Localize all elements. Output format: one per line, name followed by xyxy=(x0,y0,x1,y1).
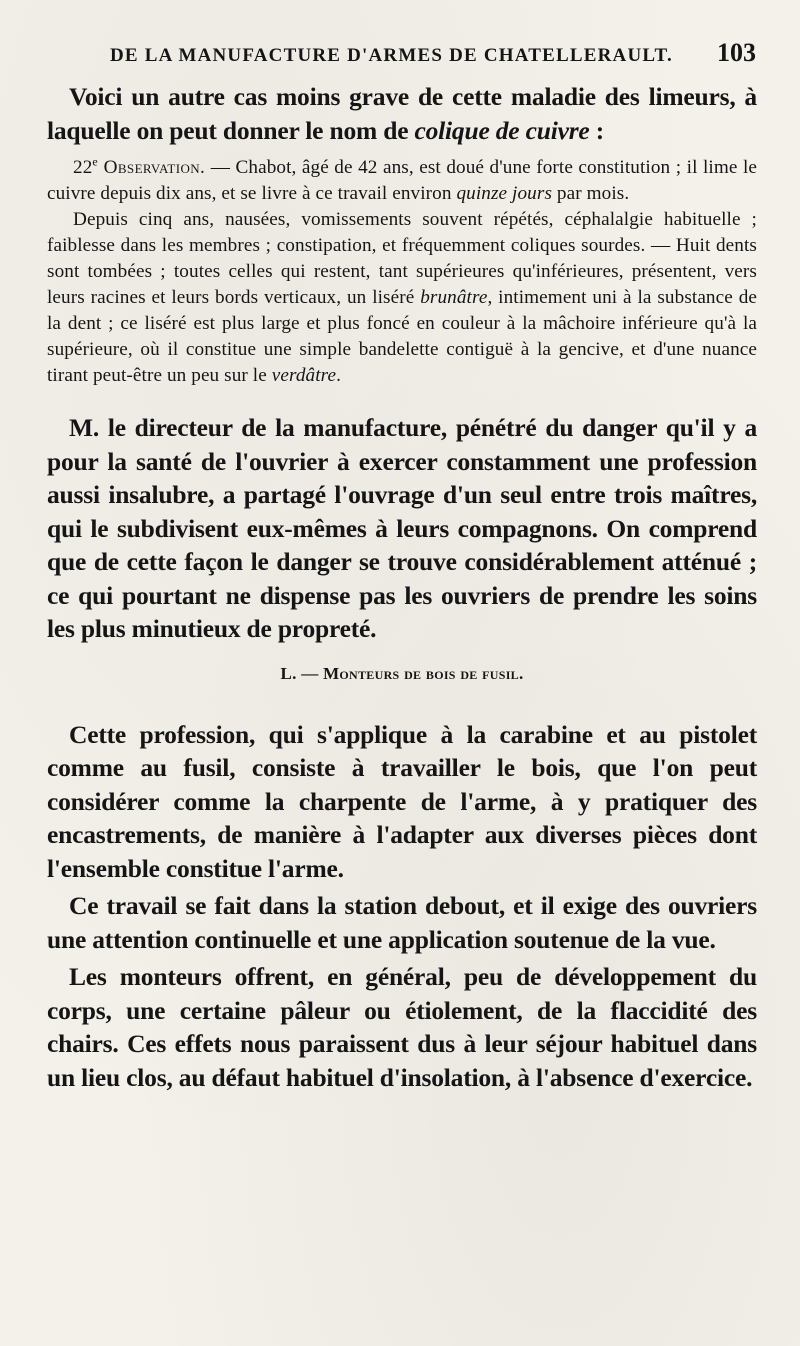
page-number: 103 xyxy=(717,38,756,67)
page-body xyxy=(47,80,757,1094)
observation-suffix: e xyxy=(92,154,98,169)
section-letter: L. xyxy=(280,663,297,683)
symptoms-italic-2: verdâtre xyxy=(271,365,337,386)
symptoms-text-1: Depuis cinq ans, nausées, vomissements souvent répétés, céphalalgie habituelle ; faiblesse dans les membres ; constipation, et fréquemment coliques sourdes. — Huit dents sont tombées ; toutes celles qui restent, tant supérieures qu'inférieures, présentent, vers leurs racines et leurs bords verticaux, un liséré xyxy=(47,209,757,308)
paragraph-profession: Cette profession, qui s'applique à la carabine et au pistolet comme au fusil, consiste à travailler le bois, que l'on peut considérer comme la charpente de l'arme, à y pratiquer des encastrements, de manière à l'adapter aux diverses pièces dont l'ensemble constitue l'arme. xyxy=(47,719,757,883)
observation-italic-1: quinze jours xyxy=(456,183,553,204)
observation-label: Observation. xyxy=(97,157,206,178)
observation-text-2: par mois. xyxy=(552,183,630,204)
section-heading xyxy=(47,664,757,684)
observation-number: 22 xyxy=(73,157,93,178)
symptoms-text-3: . xyxy=(336,365,342,386)
observation-paragraph xyxy=(47,155,757,207)
intro-text: Voici un autre cas moins grave de cette maladie des limeurs, à laquelle on peut donner le nom de xyxy=(47,82,757,145)
paragraph-work-posture: Ce travail se fait dans la station debout, et il exige des ouvriers une attention continuelle et une application soutenue de la vue. xyxy=(47,891,757,954)
symptoms-paragraph xyxy=(47,207,757,389)
observation-text-1: — Chabot, âgé de 42 ans, est doué d'une forte constitution ; il lime le cuivre depuis dix ans, et se livre à ce travail environ xyxy=(47,157,758,204)
director-paragraph: M. le directeur de la manufacture, pénétré du danger qu'il y a pour la santé de l'ouvrier à exercer constamment une profession aussi insalubre, a partagé l'ouvrage d'un seul entre trois maîtres, qui le subdivisent eux-mêmes à leurs compagnons. On comprend que de cette façon le danger se trouve considérablement atténué ; ce qui pourtant ne dispense pas les ouvriers de prendre les soins les plus minutieux de propreté. xyxy=(47,413,757,643)
section-dash: — xyxy=(296,663,324,683)
running-title: DE LA MANUFACTURE D'ARMES DE CHATELLERAULT. xyxy=(110,45,673,66)
intro-italic: colique de cuivre xyxy=(414,115,590,145)
running-header xyxy=(110,38,756,68)
section-title: Monteurs de bois de fusil. xyxy=(323,663,524,683)
paragraph-physical-effects: Les monteurs offrent, en général, peu de développement du corps, une certaine pâleur ou étiolement, de la flaccidité des chairs. Ces effets nous paraissent dus à leur séjour habituel dans un lieu clos, au défaut habituel d'insolation, à l'absence d'exercice. xyxy=(47,962,757,1092)
symptoms-text-2: , intimement uni à la substance de la dent ; ce liséré est plus large et plus foncé en couleur à la mâchoire inférieure qu'à la supérieure, où il constitue une simple bandelette contiguë à la gencive, et d'une nuance tirant peut-être un peu sur le xyxy=(47,287,758,386)
intro-paragraph xyxy=(47,80,757,147)
intro-end: : xyxy=(589,115,605,145)
symptoms-italic-1: brunâtre xyxy=(420,287,488,308)
